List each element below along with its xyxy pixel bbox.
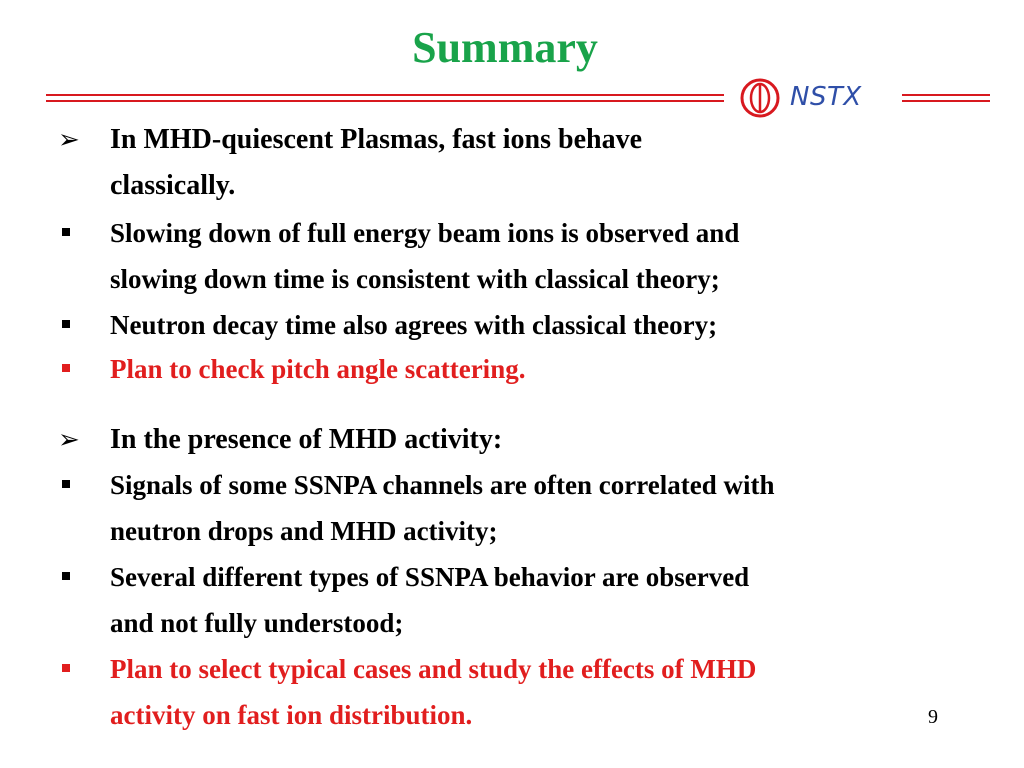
section-1-bullet-3-line-1: Plan to check pitch angle scattering. <box>110 354 526 384</box>
section-2-bullet-3-line-2: activity on fast ion distribution. <box>110 700 473 730</box>
section-2-bullet-2-line-1: Several different types of SSNPA behavior are observed <box>110 562 750 592</box>
square-bullet-icon <box>62 664 70 672</box>
section-1-bullet-1-line-1: Slowing down of full energy beam ions is observed and <box>110 218 740 248</box>
section-2-bullet-3-line-1: Plan to select typical cases and study the effects of MHD <box>110 654 757 684</box>
square-bullet-icon <box>62 320 70 328</box>
slide-title: Summary <box>412 23 598 72</box>
section-1-heading-line-1: In MHD-quiescent Plasmas, fast ions behave <box>110 124 643 155</box>
section-2-bullet-1-line-2: neutron drops and MHD activity; <box>110 516 498 546</box>
square-bullet-icon <box>62 228 70 236</box>
section-2-bullet-1-line-1: Signals of some SSNPA channels are often correlated with <box>110 470 775 500</box>
section-1-bullet-2-line-1: Neutron decay time also agrees with classical theory; <box>110 310 718 340</box>
section-1-heading-line-2: classically. <box>110 170 236 201</box>
page-number: 9 <box>928 706 938 728</box>
square-bullet-icon <box>62 572 70 580</box>
section-1-bullet-1-line-2: slowing down time is consistent with classical theory; <box>110 264 720 294</box>
section-2-heading-line-1: In the presence of MHD activity: <box>110 424 503 455</box>
section-2-bullet-2-line-2: and not fully understood; <box>110 608 404 638</box>
square-bullet-icon <box>62 364 70 372</box>
arrow-bullet-icon: ➢ <box>58 425 80 455</box>
square-bullet-icon <box>62 480 70 488</box>
logo-text: NSTX <box>790 82 862 112</box>
arrow-bullet-icon: ➢ <box>58 125 80 155</box>
